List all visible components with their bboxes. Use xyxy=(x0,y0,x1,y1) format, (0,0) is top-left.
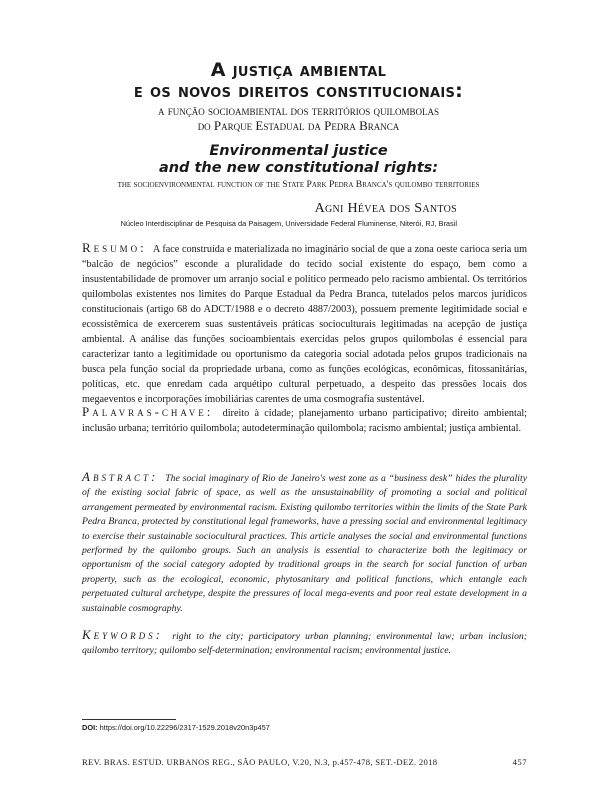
subtitle-en: the socioenvironmental function of the State Park Pedra Branca's quilombo territories xyxy=(117,179,480,190)
title-pt-line-2: e os novos direitos constitucionais: xyxy=(133,80,464,102)
footnote-rule xyxy=(82,719,176,720)
doi-line xyxy=(82,723,270,733)
abstract-text: The social imaginary of Rio de Janeiro's west zone as a “business desk” hides the plurality of the existing social fabric of space, as well as the unsustainability of promoting a social and political arrangement permeated by environmental racism. Existing quilombo territories within the limits of the State Park Pedra Branca, protected by constitutional legal frameworks, have a pressing social and environmental legitimacy to exercise their sustainable sociocultural practices. This article analyses the social and environmental functions performed by the quilombo groups. Such an analysis is essential to characterize both the legitimacy or opportunism of the social category adopted by traditional groups in the search for social function of urban property, such as the ecological, economic, phytosanitary and political functions, which entangle each perpetuated cultural archetype, despite the pressures of local mega-events and poor real estate development in a sustainable cosmography. xyxy=(82,473,527,614)
resumo-section xyxy=(82,240,527,407)
journal-footer: REV. BRAS. ESTUD. URBANOS REG., SÃO PAULO, V.20, N.3, p.457-478, SET.-DEZ. 2018 xyxy=(82,757,438,767)
title-en-line-2: and the new constitutional rights: xyxy=(158,160,439,176)
resumo-text: A face construída e materializada no imaginário social de que a zona oeste carioca seria um “balcão de negócios” esconde a pluralidade do tecido social existente do espaço, bem como a insustentabilidade de promover um arranjo social e político permeado pelo racismo ambiental. Os territórios quilombolas existentes nos limites do Parque Estadual da Pedra Branca, tutelados pelos marcos jurídicos constitucionais (artigo 68 do ADCT/1988 e o decreto 4887/2003), possuem premente legitimidade social e ecossistêmica de exercerem suas sustentáveis práticas socioculturais legitimadas na acepção de justiça ambiental. A análise das funções socioambientais exercidas pelos grupos quilombolas é essencial para caracterizar tanto a legitimidade ou oportunismo da categoria social adotada pelos grupos tradicionais na busca pela função social da propriedade urbana, como as funções ecológicas, econômicas, fitossanitárias, políticas, etc. que enredam cada arquétipo cultural perpetuado, a despeito das pressões locais dos megaeventos e incorporações imobiliárias carentes de uma cosmografia sustentável. xyxy=(82,244,527,405)
doi-label: DOI: xyxy=(82,723,98,732)
palavras-chave-label: Palavras-chave: xyxy=(82,404,214,419)
subtitle-pt-line-1: a função socioambiental dos territórios quilombolas xyxy=(157,103,440,118)
doi-link[interactable]: https://doi.org/10.22296/2317-1529.2018v20n3p457 xyxy=(99,723,270,732)
abstract-section xyxy=(82,470,527,616)
title-en-line-1: Environmental justice xyxy=(209,143,388,159)
palavras-chave-text: direito à cidade; planejamento urbano participativo; direito ambiental; inclusão urbana; território quilombola; autodeterminação quilombola; racismo ambiental; justiça ambiental. xyxy=(82,408,528,434)
keywords-label: Keywords: xyxy=(82,627,163,642)
author-affiliation: Núcleo Interdisciplinar de Pesquisa da Paisagem, Universidade Federal Fluminense, Niterói, RJ, Brasil xyxy=(120,219,457,228)
keywords-section xyxy=(82,628,527,659)
resumo-label: Resumo: xyxy=(82,240,147,255)
abstract-label: Abstract: xyxy=(82,469,159,484)
title-pt-line-1: A justiça ambiental xyxy=(210,59,387,81)
palavras-chave-section xyxy=(82,404,527,436)
subtitle-pt-line-2: do Parque Estadual da Pedra Branca xyxy=(197,118,400,133)
author-name: Agni Hévea dos Santos xyxy=(314,201,457,216)
page-number: 457 xyxy=(512,757,527,767)
keywords-text: right to the city; participatory urban planning; environmental law; urban inclusion; quilombo territory; quilombo self-determination; environmental racism; environmental justice. xyxy=(82,631,527,657)
